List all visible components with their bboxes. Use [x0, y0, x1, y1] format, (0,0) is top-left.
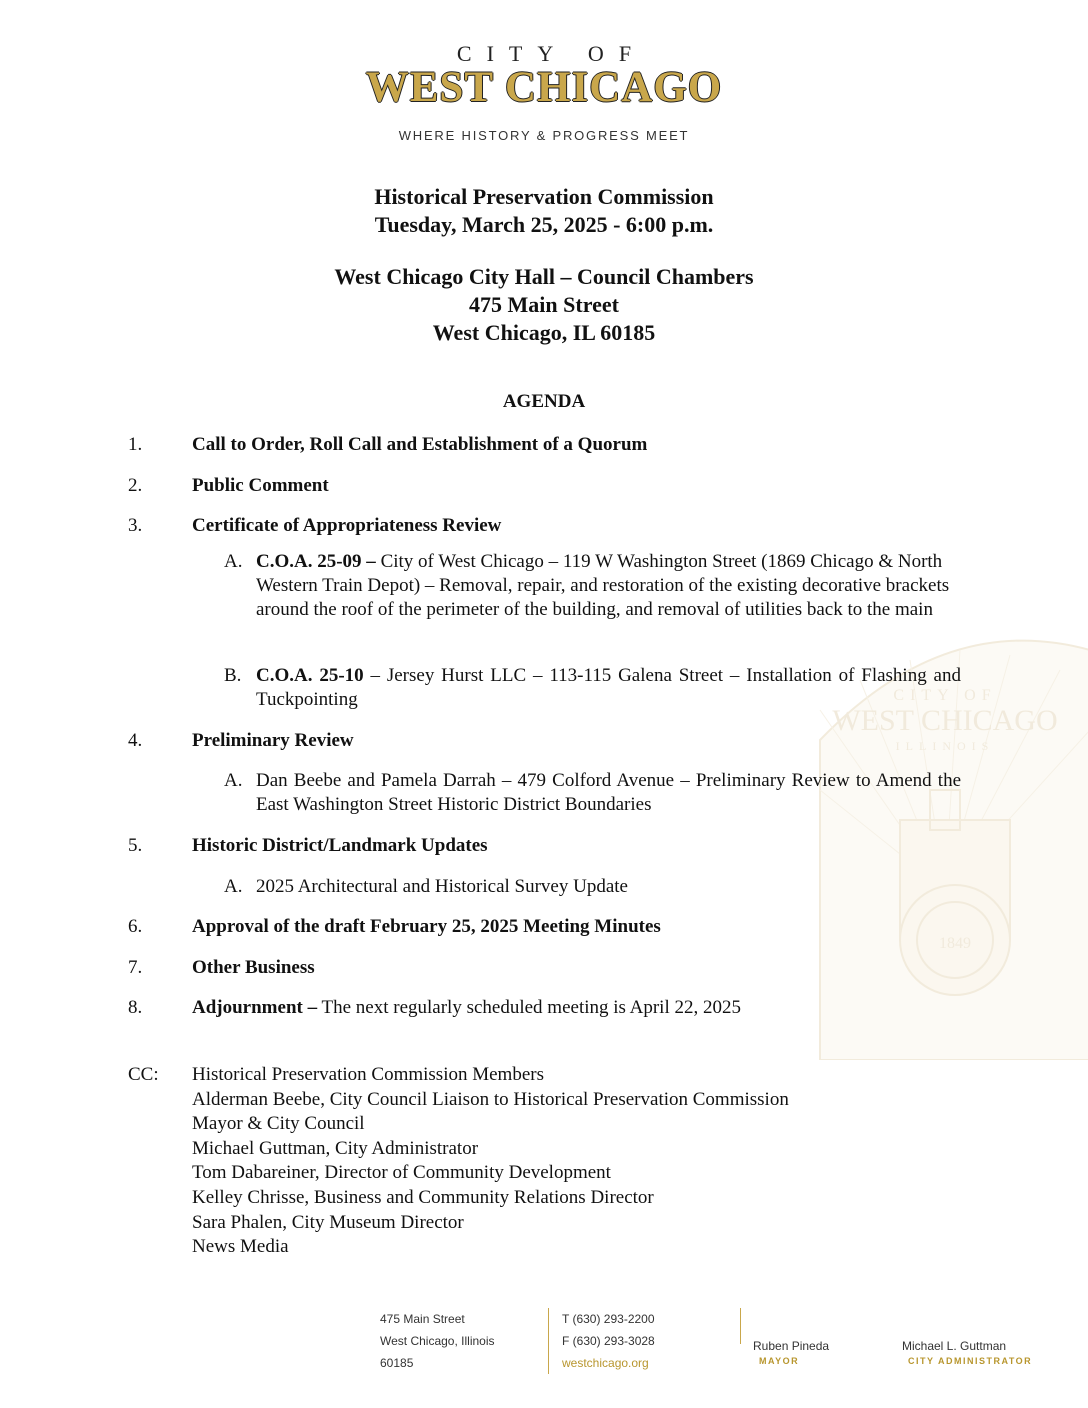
footer-website-link[interactable]: westchicago.org [562, 1356, 649, 1370]
item-title: Approval of the draft February 25, 2025 Meeting Minutes [192, 916, 661, 937]
meeting-location [0, 263, 1088, 347]
sub-item [224, 875, 961, 899]
item-number: 4. [128, 730, 143, 751]
item-title: Call to Order, Roll Call and Establishment of a Quorum [192, 434, 648, 455]
item-title: Certificate of Appropriateness Review [192, 515, 502, 536]
sub-item [224, 664, 961, 712]
footer-fax: F (630) 293-3028 [562, 1334, 655, 1348]
sub-item-text: 2025 Architectural and Historical Survey Update [256, 876, 628, 897]
sub-item-letter: A. [224, 551, 243, 572]
city-logo [0, 42, 1088, 143]
mayor-name: Ruben Pineda [753, 1339, 830, 1353]
meeting-header [0, 183, 1088, 239]
item-number: 5. [128, 835, 143, 856]
item-number: 3. [128, 515, 143, 536]
venue-city: West Chicago, IL 60185 [432, 320, 656, 345]
watermark-year: 1849 [939, 935, 971, 952]
item-title: Historic District/Landmark Updates [192, 835, 488, 856]
meeting-datetime: Tuesday, March 25, 2025 - 6:00 p.m. [374, 212, 714, 237]
footer-divider [740, 1308, 741, 1344]
city-seal-watermark [800, 590, 1088, 1060]
footer-address-line: 60185 [380, 1356, 414, 1370]
footer-mayor [753, 1339, 829, 1369]
item-title-rest: The next regularly scheduled meeting is April 22, 2025 [317, 997, 741, 1018]
cc-label: CC: [128, 1064, 159, 1085]
footer-address-line: 475 Main Street [380, 1312, 465, 1326]
footer-address-line: West Chicago, Illinois [380, 1334, 495, 1348]
sub-item-text: Dan Beebe and Pamela Darrah – 479 Colford Avenue – Preliminary Review to Amend the East Washington Street Historic District Boundaries [256, 770, 961, 815]
item-number: 6. [128, 916, 143, 937]
footer-phone: T (630) 293-2200 [562, 1312, 655, 1326]
sub-item [224, 550, 961, 622]
logo-top-line: CITY OF [456, 41, 647, 66]
item-number: 8. [128, 997, 143, 1018]
mayor-role: MAYOR [759, 1356, 800, 1366]
commission-name: Historical Preservation Commission [374, 184, 714, 209]
cc-recipient: Historical Preservation Commission Members [192, 1064, 544, 1085]
cc-recipient: Sara Phalen, City Museum Director [192, 1211, 464, 1233]
cc-recipient-list [192, 1063, 789, 1260]
sub-item-letter: A. [224, 770, 243, 791]
item-title [192, 996, 741, 1020]
administrator-name: Michael L. Guttman [902, 1339, 1007, 1353]
cc-recipient: News Media [192, 1236, 289, 1258]
coa-number: C.O.A. 25-09 – [256, 551, 376, 572]
venue-name: West Chicago City Hall – Council Chambers [334, 264, 754, 289]
sub-item-text [256, 550, 961, 622]
cc-recipient: Michael Guttman, City Administrator [192, 1137, 479, 1159]
coa-number: C.O.A. 25-10 [256, 665, 364, 686]
cc-recipient: Alderman Beebe, City Council Liaison to Historical Preservation Commission [192, 1088, 789, 1110]
logo-tagline: WHERE HISTORY & PROGRESS MEET [398, 128, 690, 143]
cc-recipient: Kelley Chrisse, Business and Community Relations Director [192, 1186, 654, 1208]
item-number: 2. [128, 475, 143, 496]
footer-contact [548, 1308, 655, 1374]
item-number: 1. [128, 434, 143, 455]
footer-address [380, 1308, 495, 1374]
sub-item-text [256, 664, 961, 712]
cc-recipient: Tom Dabareiner, Director of Community Development [192, 1162, 611, 1184]
watermark-line3: ILLINOIS [895, 739, 995, 753]
administrator-role: CITY ADMINISTRATOR [908, 1356, 1033, 1366]
sub-item-letter: B. [224, 665, 242, 686]
watermark-line2: WEST CHICAGO [832, 704, 1058, 737]
item-title: Preliminary Review [192, 730, 354, 751]
item-title-bold: Adjournment – [192, 997, 318, 1018]
venue-street: 475 Main Street [469, 292, 619, 317]
item-number: 7. [128, 957, 143, 978]
cc-recipient: Mayor & City Council [192, 1113, 365, 1135]
coa-description: City of West Chicago – 119 W Washington Street (1869 Chicago & North Western Train Depot) – Removal, repair, and restoration of the existing decorative brackets around the roof of the perimeter of the building, and removal of utilities back to the main [256, 551, 950, 620]
item-title: Public Comment [192, 475, 329, 496]
sub-item [224, 769, 961, 817]
logo-main-line: WEST CHICAGO [365, 64, 723, 111]
sub-item-letter: A. [224, 876, 243, 897]
item-title: Other Business [192, 957, 315, 978]
footer-administrator [902, 1339, 1032, 1369]
watermark-line1: CITY OF [893, 687, 997, 704]
agenda-title: AGENDA [502, 391, 586, 412]
coa-description: – Jersey Hurst LLC – 113-115 Galena Street – Installation of Flashing and Tuckpointing [256, 665, 961, 710]
